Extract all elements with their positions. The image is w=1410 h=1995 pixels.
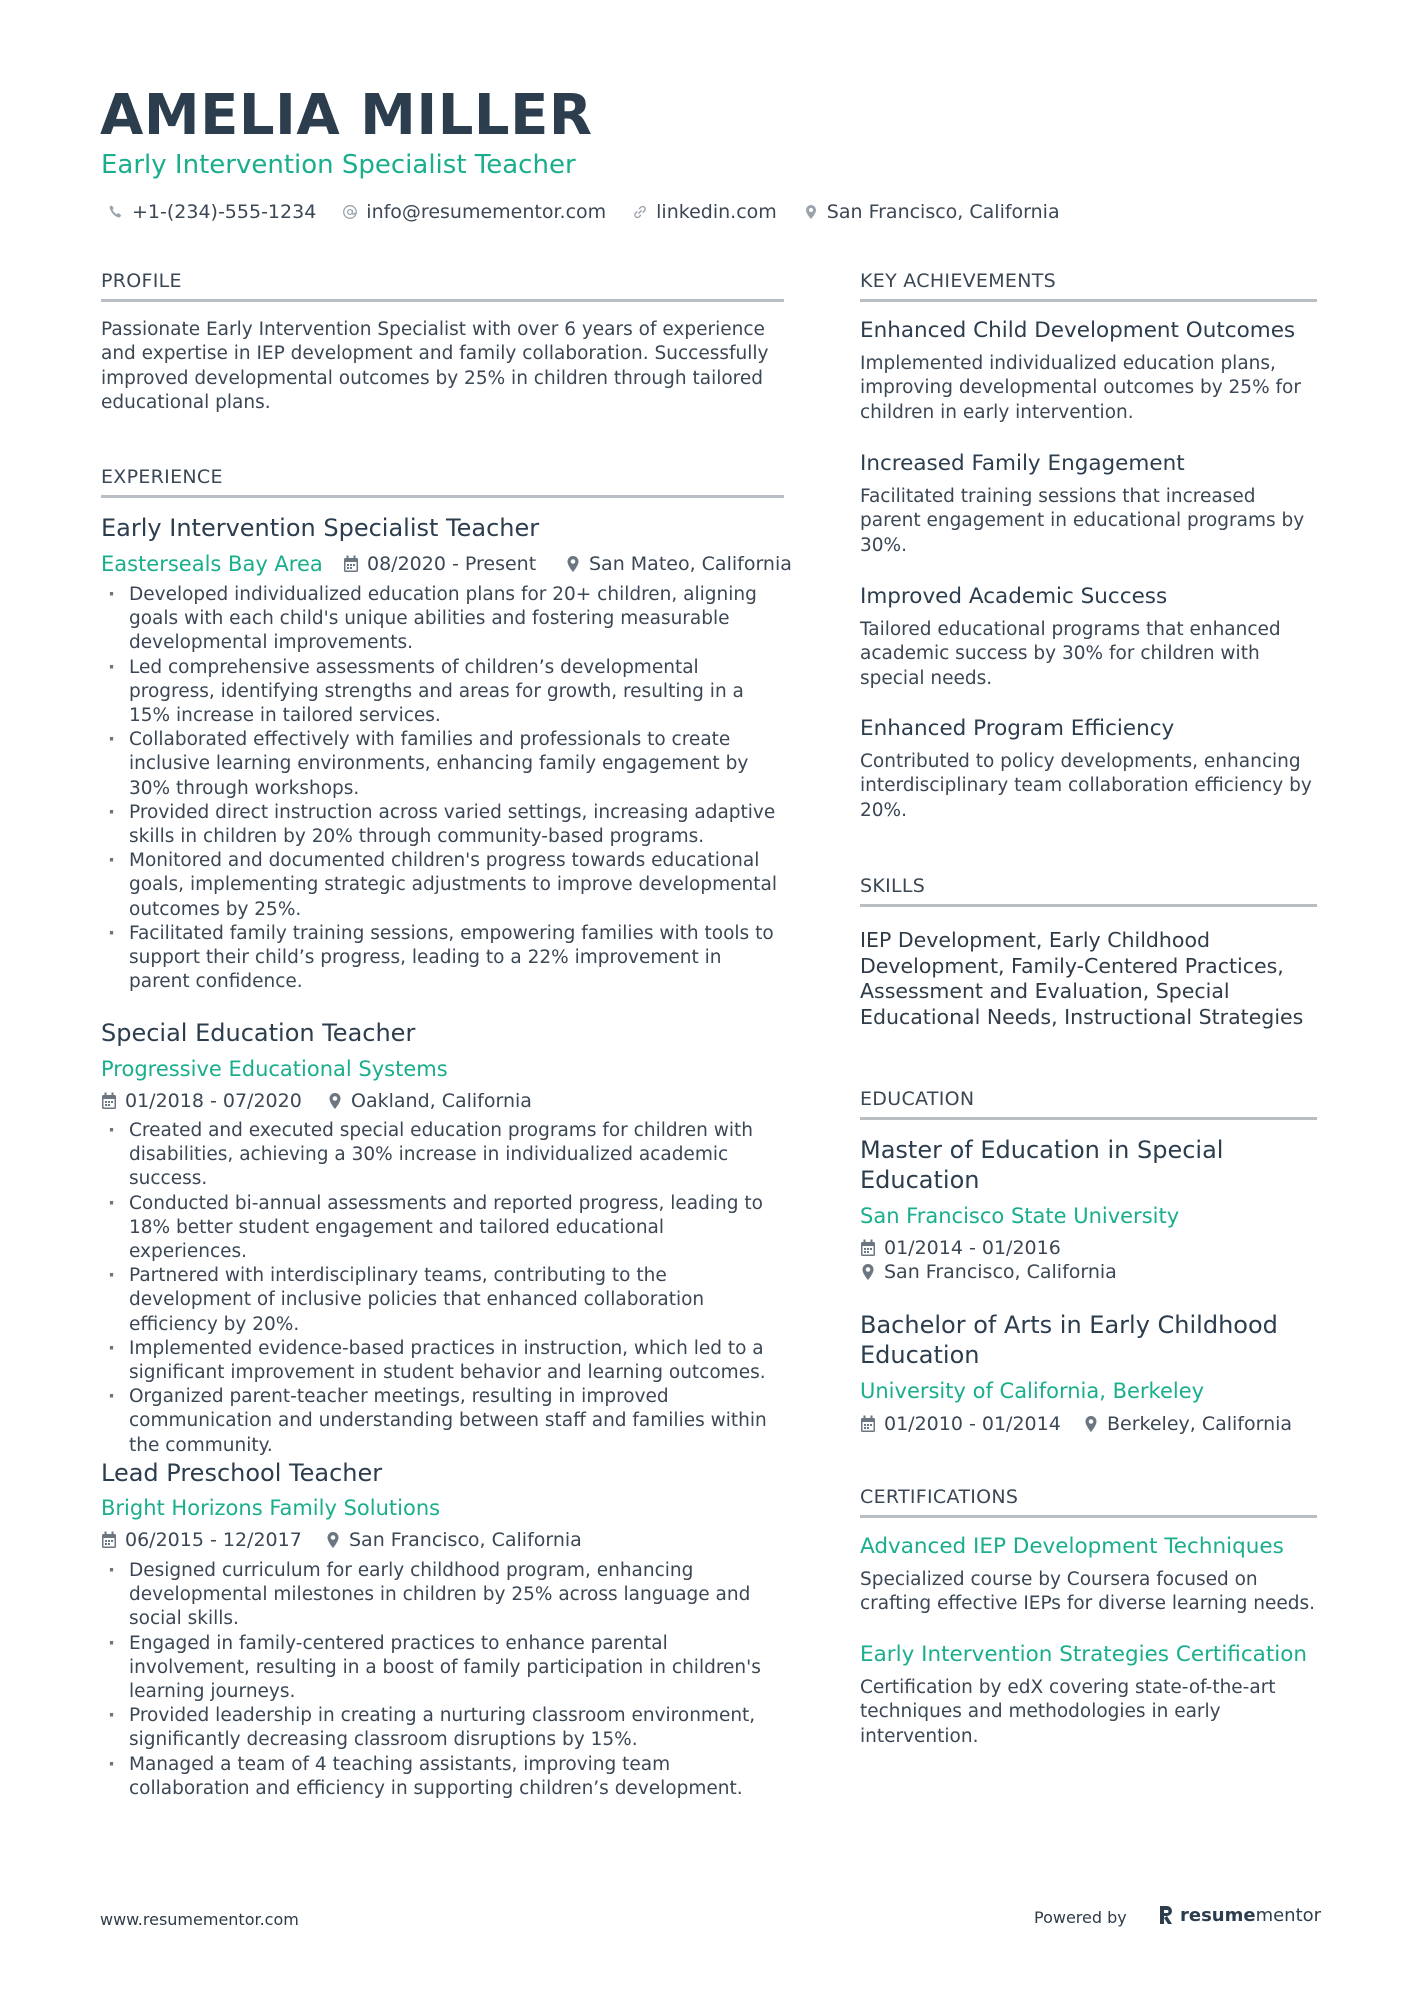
location-pin-icon [327, 1092, 343, 1110]
location-pin-icon [565, 555, 581, 573]
list-item: · Provided direct instruction across varied settings, increasing adaptive skills in children by 20% through community-based programs. [101, 801, 784, 849]
location-pin-icon [325, 1531, 341, 1549]
footer-powered-by: Powered by [1034, 1908, 1127, 1927]
job-bullets [101, 1119, 784, 1458]
job-location [325, 1527, 582, 1553]
location-text: San Francisco, California [826, 201, 1060, 223]
achievement-desc: Contributed to policy developments, enhancing interdisciplinary team collaboration efficiency by 20%. [860, 751, 1312, 821]
cert-title: Early Intervention Strategies Certification [860, 1642, 1308, 1667]
linkedin-text: linkedin.com [656, 201, 777, 223]
job-location-text: San Mateo, California [589, 553, 792, 575]
degree-title: Bachelor of Arts in Early Childhood Education [860, 1311, 1278, 1369]
job-location [565, 551, 792, 577]
list-item: · Collaborated effectively with families and professionals to create inclusive learning environments, enhancing family engagement by 30% through workshops. [101, 728, 784, 801]
contact-linkedin[interactable] [632, 201, 777, 223]
edu-dates [860, 1235, 1061, 1261]
email-text: info@resumementor.com [366, 201, 607, 223]
education-heading: EDUCATION [860, 1087, 1317, 1120]
phone-icon [108, 204, 124, 220]
calendar-icon [860, 1239, 876, 1257]
list-item: · Facilitated family training sessions, empowering families with tools to support their child’s progress, leading to a 22% improvement in parent confidence. [101, 922, 784, 995]
achievements-heading: KEY ACHIEVEMENTS [860, 269, 1317, 302]
job-location [327, 1088, 532, 1114]
achievement-title: Increased Family Engagement [860, 451, 1185, 476]
skills-heading: SKILLS [860, 874, 1317, 907]
phone-text: +1-(234)-555-1234 [132, 201, 317, 223]
calendar-icon [860, 1415, 876, 1433]
edu-dates-text: 01/2010 - 01/2014 [884, 1413, 1061, 1435]
job-dates [101, 1527, 302, 1553]
job-dates-text: 08/2020 - Present [367, 553, 537, 575]
job-dates-text: 01/2018 - 07/2020 [125, 1090, 302, 1112]
cert-desc: Specialized course by Coursera focused on crafting effective IEPs for diverse learning needs. [860, 1569, 1315, 1615]
brand-word-mentor: mentor [1255, 1904, 1322, 1926]
list-item: · Developed individualized education plans for 20+ children, aligning goals with each child's unique abilities and fostering measurable developmental improvements. [101, 583, 784, 656]
cert-desc: Certification by edX covering state-of-the-art techniques and methodologies in early intervention. [860, 1677, 1276, 1747]
profile-text: Passionate Early Intervention Specialist with over 6 years of experience and expertise in IEP development and family collaboration. Successfully improved developmental outcomes by 25% in children through tailored educational plans. [101, 319, 769, 413]
list-item: · Implemented evidence-based practices in instruction, which led to a significant improvement in student behavior and learning outcomes. [101, 1337, 784, 1385]
edu-dates [860, 1411, 1061, 1437]
candidate-title: Early Intervention Specialist Teacher [101, 150, 576, 180]
job-company: Progressive Educational Systems [101, 1057, 448, 1081]
list-item: · Provided leadership in creating a nurturing classroom environment, significantly decreasing classroom disruptions by 15%. [101, 1704, 784, 1752]
location-pin-icon [860, 1263, 876, 1281]
certifications-heading: CERTIFICATIONS [860, 1485, 1317, 1518]
achievement-title: Enhanced Program Efficiency [860, 716, 1175, 741]
contact-bar [108, 198, 1086, 226]
link-icon [632, 204, 648, 220]
list-item: · Managed a team of 4 teaching assistants, improving team collaboration and efficiency in supporting children’s development. [101, 1753, 784, 1801]
calendar-icon [101, 1531, 117, 1549]
contact-phone [108, 201, 316, 223]
job-dates-text: 06/2015 - 12/2017 [125, 1529, 302, 1551]
achievement-desc: Facilitated training sessions that increased parent engagement in educational programs by 30%. [860, 486, 1305, 556]
footer-url[interactable]: www.resumementor.com [100, 1910, 299, 1929]
location-pin-icon [1083, 1415, 1099, 1433]
job-bullets [101, 583, 784, 994]
list-item: · Monitored and documented children's progress towards educational goals, implementing strategic adjustments to improve developmental outcomes by 25%. [101, 849, 784, 922]
calendar-icon [101, 1092, 117, 1110]
experience-heading: EXPERIENCE [101, 465, 784, 498]
job-company: Easterseals Bay Area [101, 552, 323, 576]
job-dates [101, 1088, 302, 1114]
contact-location [803, 201, 1060, 223]
list-item: · Organized parent-teacher meetings, resulting in improved communication and understanding between staff and families within the community. [101, 1385, 784, 1458]
job-company: Bright Horizons Family Solutions [101, 1496, 441, 1520]
school-name: University of California, Berkeley [860, 1379, 1205, 1403]
candidate-name: AMELIA MILLER [100, 83, 593, 148]
edu-location-text: San Francisco, California [884, 1261, 1117, 1283]
brand-logo[interactable] [1158, 1904, 1321, 1926]
job-location-text: San Francisco, California [349, 1529, 582, 1551]
achievement-title: Enhanced Child Development Outcomes [860, 318, 1296, 343]
list-item: · Partnered with interdisciplinary teams, contributing to the development of inclusive policies that enhanced collaboration efficiency by 20%. [101, 1264, 784, 1337]
profile-heading: PROFILE [101, 269, 784, 302]
cert-title: Advanced IEP Development Techniques [860, 1534, 1284, 1559]
degree-title: Master of Education in Special Education [860, 1136, 1224, 1194]
list-item: · Engaged in family-centered practices to enhance parental involvement, resulting in a boost of family participation in children's learning journeys. [101, 1632, 784, 1705]
email-icon [342, 204, 358, 220]
edu-location-text: Berkeley, California [1107, 1413, 1293, 1435]
contact-email[interactable] [342, 201, 606, 223]
job-location-text: Oakland, California [351, 1090, 532, 1112]
job-dates [343, 551, 536, 577]
brand-logo-icon [1158, 1904, 1174, 1926]
edu-location [860, 1259, 1117, 1285]
list-item: · Conducted bi-annual assessments and reported progress, leading to 18% better student engagement and tailored educational experiences. [101, 1192, 784, 1265]
achievement-desc: Implemented individualized education plans, improving developmental outcomes by 25% for children in early intervention. [860, 353, 1301, 423]
skills-text: IEP Development, Early Childhood Development, Family-Centered Practices, Assessment and Evaluation, Special Educational Needs, Instructional Strategies [860, 928, 1304, 1029]
edu-dates-text: 01/2014 - 01/2016 [884, 1237, 1061, 1259]
job-bullets [101, 1559, 784, 1801]
school-name: San Francisco State University [860, 1204, 1180, 1228]
achievement-desc: Tailored educational programs that enhanced academic success by 30% for children with special needs. [860, 619, 1281, 689]
calendar-icon [343, 555, 359, 573]
list-item: · Led comprehensive assessments of children’s developmental progress, identifying strengths and areas for growth, resulting in a 15% increase in tailored services. [101, 656, 784, 729]
job-role: Special Education Teacher [101, 1019, 416, 1047]
list-item: · Designed curriculum for early childhood program, enhancing developmental milestones in children by 25% across language and social skills. [101, 1559, 784, 1632]
job-role: Early Intervention Specialist Teacher [101, 514, 540, 542]
list-item: · Created and executed special education programs for children with disabilities, achieving a 30% increase in individualized academic success. [101, 1119, 784, 1192]
achievement-title: Improved Academic Success [860, 584, 1168, 609]
location-pin-icon [803, 204, 819, 220]
edu-location [1083, 1411, 1292, 1437]
job-role: Lead Preschool Teacher [101, 1459, 383, 1487]
brand-word-resume: resume [1180, 1904, 1256, 1926]
